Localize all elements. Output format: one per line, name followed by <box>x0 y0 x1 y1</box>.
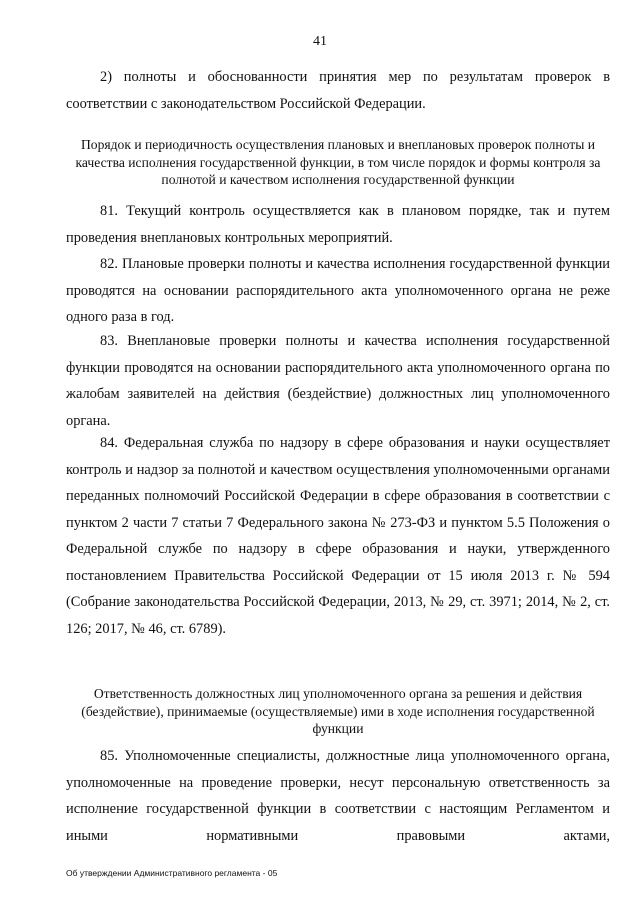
paragraph-81-text: 81. Текущий контроль осуществляется как в плановом порядке, так и путем проведения внеплановых контрольных мероприятий. <box>66 203 610 246</box>
paragraph-item-2 <box>66 64 610 117</box>
paragraph-82 <box>66 251 610 331</box>
paragraph-85 <box>66 743 610 849</box>
paragraph-82-text: 82. Плановые проверки полноты и качества исполнения государственной функции проводятся на основании распорядительного акта уполномоченного органа не реже одного раза в год. <box>66 256 610 325</box>
page-number: 41 <box>313 34 327 49</box>
paragraph-81 <box>66 198 610 251</box>
paragraph-85-text: 85. Уполномоченные специалисты, должностные лица уполномоченного органа, уполномоченные на проведение проверки, несут персональную ответственность за исполнение государственной функции в соответствии с настоящим Регламентом и иными нормативными правовыми актами, <box>66 748 610 844</box>
paragraph-83-text: 83. Внеплановые проверки полноты и качества исполнения государственной функции проводятся на основании распорядительного акта уполномоченного органа по жалобам заявителей на действия (бездействие) должностных лиц уполномоченного органа. <box>66 333 610 429</box>
paragraph-84 <box>66 430 610 642</box>
section-heading-inspections: Порядок и периодичность осуществления плановых и внеплановых проверок полноты и качества исполнения государственной функции, в том числе порядок и формы контроля за полнотой и качеством исполнения государственной функции <box>75 137 601 187</box>
paragraph-84-text: 84. Федеральная служба по надзору в сфере образования и науки осуществляет контроль и надзор за полнотой и качеством осуществления уполномоченными органами переданных полномочий Российской Федерации в сфере образования в соответствии с пунктом 2 части 7 статьи 7 Федерального закона № 273-ФЗ и пунктом 5.5 Положения о Федеральной службе по надзору в сфере образования и науки, утвержденного постановлением Правительства Российской Федерации от 15 июля 2013 г. № 594 (Собрание законодательства Российской Федерации, 2013, № 29, ст. 3971; 2014, № 2, ст. 126; 2017, № 46, ст. 6789). <box>66 435 610 637</box>
paragraph-item-2-text: 2) полноты и обоснованности принятия мер по результатам проверок в соответствии с законодательством Российской Федерации. <box>66 69 610 112</box>
paragraph-83 <box>66 328 610 434</box>
footer-note: Об утверждении Административного регламента - 05 <box>66 868 278 878</box>
section-heading-responsibility: Ответственность должностных лиц уполномоченного органа за решения и действия (бездействие), принимаемые (осуществляемые) ими в ходе исполнения государственной функции <box>81 686 595 736</box>
